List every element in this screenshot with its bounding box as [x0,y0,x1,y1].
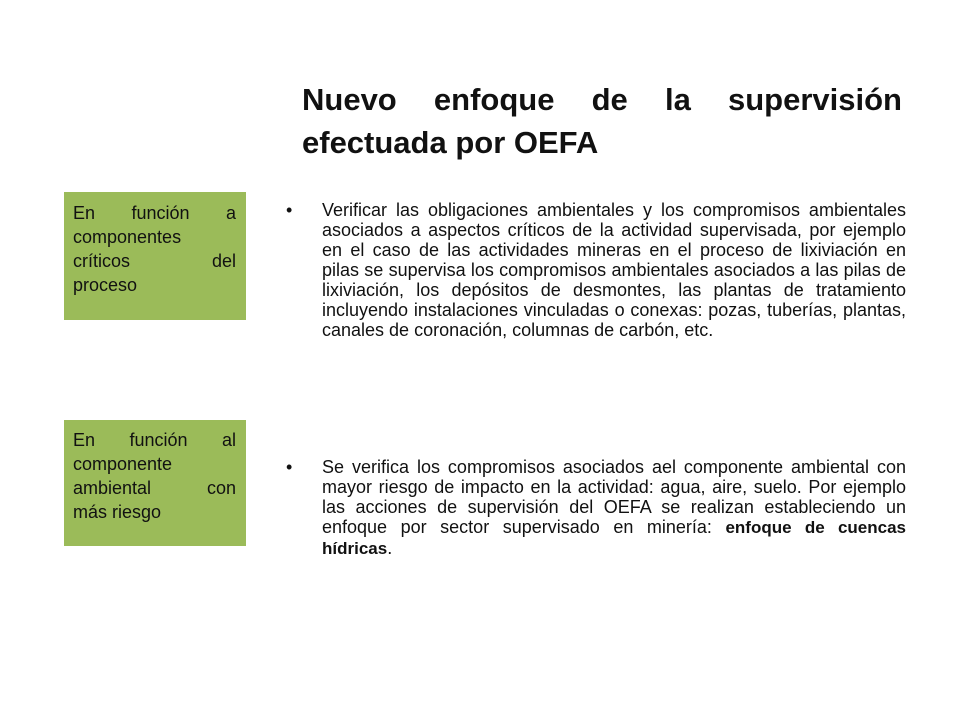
side-box-line: En función al [73,430,236,450]
side-box-line: más riesgo [73,502,162,522]
bullet-text [322,457,906,559]
slide-title: Nuevo enfoque de la supervisión efectuada por OEFA [302,82,902,160]
side-box-line: proceso [73,275,138,295]
side-box-line: En función a [73,203,236,223]
side-box-critical-components [64,192,246,320]
bullet-tail: . [387,538,393,558]
side-box-line: componente [73,454,173,474]
side-box-line: ambiental con [73,478,236,498]
bullet-icon: • [286,200,293,220]
side-box-environmental-risk [64,420,246,546]
bullet-text: Verificar las obligaciones ambientales y los compromisos ambientales asociados a aspectos críticos de la actividad supervisada, por ejemplo en el caso de las actividades mineras en el proceso de lixiviación en pilas se supervisa los compromisos ambientales asociados a las pilas de lixiviación, los depósitos de desmontes, las plantas de tratamiento incluyendo instalaciones vinculadas o conexas: pozas, tuberías, plantas, canales de coronación, columnas de carbón, etc. [322,200,906,340]
bullet-item [286,200,906,340]
side-box-line: componentes [73,227,182,247]
side-box-line: críticos del [73,251,236,271]
bullet-text-body: Se verifica los compromisos asociados ael componente ambiental con mayor riesgo de impacto en la actividad: agua, aire, suelo. Por ejemplo las acciones de supervisión del OEFA se realizan estableciendo un enfoque por sector supervisado en minería: [322,457,906,537]
bullet-emphasis: enfoque de cuencas hídricas [322,518,906,558]
bullet-icon: • [286,457,293,477]
bullet-item [286,457,906,559]
